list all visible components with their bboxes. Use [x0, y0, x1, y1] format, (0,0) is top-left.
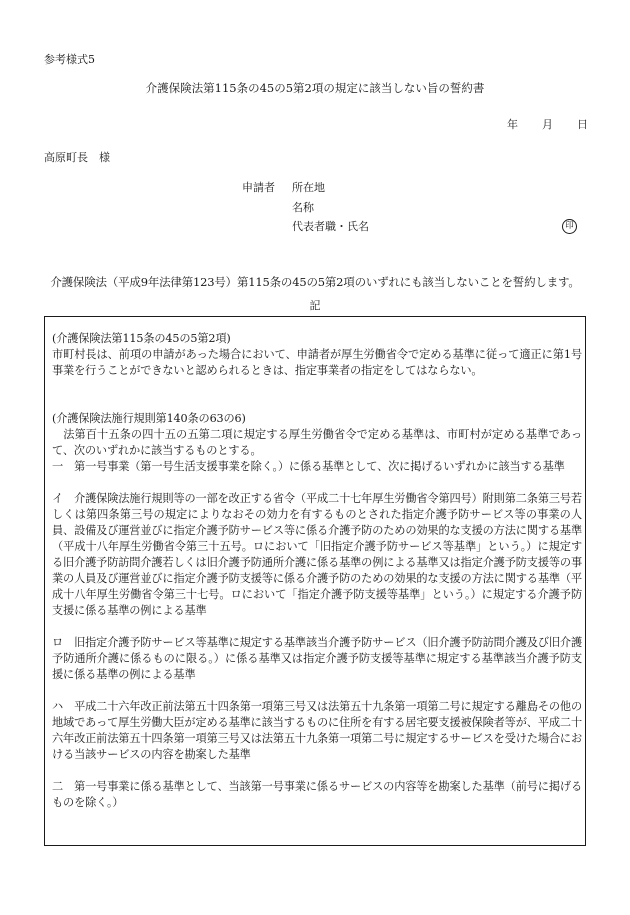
date-year: 年 — [507, 118, 518, 131]
item-ha: ハ 平成二十六年改正前法第五十四条第一項第三号又は法第五十九条第一項第二号に規定する離島その他の地域であって厚生労働大臣が定める基準に該当するものに住所を有する居宅要支援被保険者等が、平成二十六年改正前法第五十四条第一項第三号又は法第五十九条第一項第二号に規定するサービスを受けた場合における当該サービスの内容を勘案した基準 — [52, 700, 582, 761]
document-title: 介護保険法第115条の45の5第2項の規定に該当しない旨の誓約書 — [145, 81, 485, 95]
legal-text-content — [52, 331, 582, 811]
seal-mark: 印 — [562, 219, 577, 234]
ki-heading: 記 — [309, 299, 321, 312]
date-day: 日 — [577, 118, 588, 131]
rule-heading: (介護保険法施行規則第140条の63の6) — [52, 412, 246, 425]
item-1: 一 第一号事業（第一号生活支援事業を除く。）に係る基準として、次に掲げるいずれかに該当する基準 — [52, 460, 565, 473]
addressee: 高原町長 様 — [44, 151, 110, 164]
form-number: 参考様式5 — [44, 53, 95, 66]
field-address: 所在地 — [292, 181, 325, 194]
item-2: 二 第一号事業に係る基準として、当該第一号事業に係るサービスの内容等を勘案した基準（前号に掲げるものを除く。） — [52, 780, 582, 809]
item-ro: ロ 旧指定介護予防サービス等基準に規定する基準該当介護予防サービス（旧介護予防訪問介護及び旧介護予防通所介護に係るものに限る。）に係る基準又は指定介護予防支援等基準に規定する基準該当介護予防支援に係る基準の例による基準 — [52, 636, 582, 681]
law-heading: (介護保険法第115条の45の5第2項) — [52, 332, 231, 345]
field-name: 名称 — [292, 201, 314, 214]
field-representative: 代表者職・氏名 — [292, 220, 369, 233]
rule-text: 法第百十五条の四十五の五第二項に規定する厚生労働省令で定める基準は、市町村が定める基準であって、次のいずれかに該当するものとする。 — [52, 428, 582, 457]
date-month: 月 — [542, 118, 553, 131]
applicant-label: 申請者 — [242, 181, 275, 194]
pledge-statement: 介護保険法（平成9年法律第123号）第115条の45の5第2項のいずれにも該当しないことを誓約します。 — [50, 275, 580, 289]
law-text: 市町村長は、前項の申請があった場合において、申請者が厚生労働省令で定める基準に従って適正に第1号事業を行うことができないと認められるときは、指定事業者の指定をしてはならない。 — [52, 348, 582, 377]
item-i: イ 介護保険法施行規則等の一部を改正する省令（平成二十七年厚生労働省令第四号）附則第二条第三号若しくは第四条第三号の規定によりなおその効力を有するものとされた指定介護予防サービス等の事業の人員、設備及び運営並びに指定介護予防サービス等に係る介護予防のための効果的な支援の方法に関する基準（平成十八年厚生労働省令第三十五号。ロにおいて「旧指定介護予防サービス等基準」という。）に規定する旧介護予防訪問介護若しくは旧介護予防通所介護に係る基準の例による基準又は指定介護予防支援等の事業の人員及び運営並びに指定介護予防支援等に係る介護予防のための効果的な支援の方法に関する基準（平成十八年厚生労働省令第三十七号。ロにおいて「指定介護予防支援等基準」という。）に規定する介護予防支援に係る基準の例による基準 — [52, 492, 582, 617]
